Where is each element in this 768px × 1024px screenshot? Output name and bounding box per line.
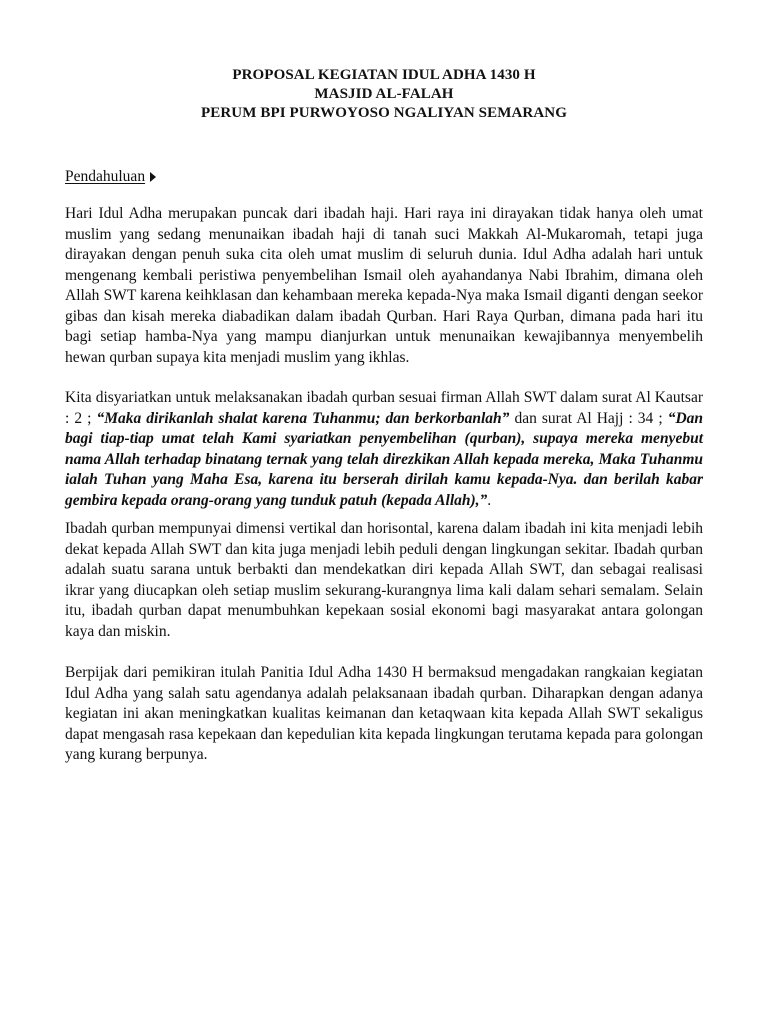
paragraph2-end: . [487,491,492,509]
paragraph2-middle: dan surat Al Hajj : 34 ; [509,409,668,427]
paragraph-dimensions: Ibadah qurban mempunyai dimensi vertikal dan horisontal, karena dalam ibadah ini kita menjadi lebih dekat kepada Allah SWT dan kita juga menjadi lebih peduli dengan lingkungan sekitar. Ibadah qurban adalah suatu sarana untuk berbakti dan mendekatkan diri kepada Allah SWT, dan sebagai realisasi ikrar yang diucapkan oleh setiap muslim sekurang-kurangnya lima kali dalam sehari semalam. Selain itu, ibadah qurban dapat menumbuhkan kepekaan sosial ekonomi bagi masyarakat antara golongan kaya dan miskin. [65,520,703,640]
document-page [65,66,703,766]
paragraph-intro: Hari Idul Adha merupakan puncak dari ibadah haji. Hari raya ini dirayakan tidak hanya oleh umat muslim yang sedang menunaikan ibadah haji di tanah suci Makkah Al-Mukaromah, tetapi juga dirayakan dengan penuh suka cita oleh umat muslim di seluruh dunia. Idul Adha adalah hari untuk mengenang kembali peristiwa penyembelihan Ismail oleh ayahandanya Nabi Ibrahim, dimana oleh Allah SWT karena keihklasan dan kehambaan mereka kepada-Nya maka Ismail diganti dengan seekor gibas dan kisah mereka diabadikan dalam ibadah Qurban. Hari Raya Qurban, dimana pada hari itu bagi setiap hamba-Nya yang mampu dianjurkan untuk menunaikan kewajibannya menyembelih hewan qurban supaya kita menjadi muslim yang ikhlas. [65,205,703,366]
section-heading [65,167,703,187]
title-line-2: MASJID AL-FALAH [314,86,454,102]
quote-al-hajj: “Dan bagi tiap-tiap umat telah Kami syariatkan penyembelihan (qurban), supaya mereka menyebut nama Allah terhadap binatang ternak yang telah direzkikan Allah kepada mereka, Maka Tuhanmu ialah Tuhan yang Maha Esa, karena itu berserah dirilah kamu kepada-Nya. dan berilah kabar gembira kepada orang-orang yang tunduk patuh (kepada Allah),” [65,409,704,509]
triangle-right-icon [150,172,156,182]
document-title [65,66,703,123]
quote-al-kautsar: “Maka dirikanlah shalat karena Tuhanmu; dan berkorbanlah” [96,409,510,427]
title-line-3: PERUM BPI PURWOYOSO NGALIYAN SEMARANG [201,105,567,121]
section-heading-label: Pendahuluan [65,168,146,185]
paragraph2-intro: Kita disyariatkan untuk melaksanakan ibadah qurban sesuai firman Allah SWT dalam surat Al Kautsar : 2 ; [65,389,703,427]
title-line-1: PROPOSAL KEGIATAN IDUL ADHA 1430 H [232,67,536,83]
paragraph-quran-verses [65,388,703,511]
paragraph-purpose: Berpijak dari pemikiran itulah Panitia Idul Adha 1430 H bermaksud mengadakan rangkaian kegiatan Idul Adha yang salah satu agendanya adalah pelaksanaan ibadah qurban. Diharapkan dengan adanya kegiatan ini akan meningkatkan kualitas keimanan dan ketaqwaan kita kepada Allah SWT sekaligus dapat mengasah rasa kepekaan dan kepedulian kita kepada lingkungan terutama kepada para golongan yang kurang berpunya. [65,664,703,763]
